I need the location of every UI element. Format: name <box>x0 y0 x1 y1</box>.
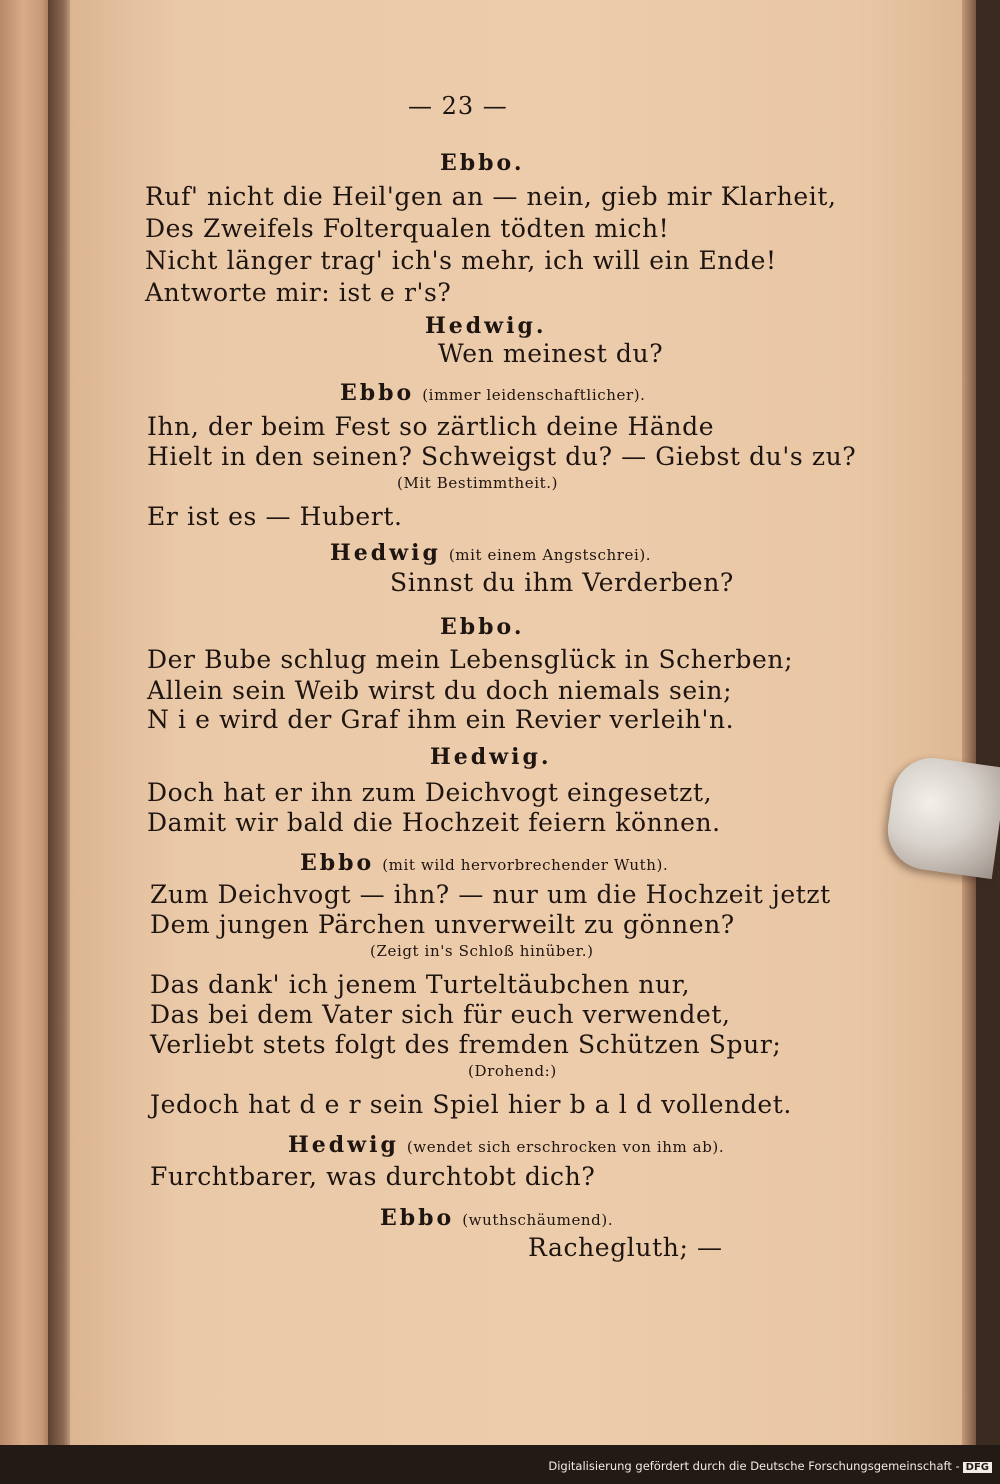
speaker-name <box>330 540 651 566</box>
verse-text: Ihn, der beim Fest so zärtlich deine Hände <box>147 412 715 441</box>
speaker-name <box>425 313 547 339</box>
direction-text: (Mit Bestimmtheit.) <box>397 474 559 492</box>
speaker-text: Hedwig. <box>425 313 547 339</box>
verse-line <box>390 568 734 597</box>
speaker-text: Hedwig <box>330 540 441 566</box>
speaker-name <box>440 150 524 176</box>
verse-text: Rachegluth; — <box>528 1233 723 1262</box>
verse-line <box>150 1030 781 1059</box>
speaker-text: Hedwig. <box>430 744 552 770</box>
stage-direction <box>370 942 594 960</box>
stage-direction: (mit einem Angstschrei). <box>448 546 652 564</box>
verse-text: Der Bube schlug mein Lebensglück in Scherben; <box>147 645 794 674</box>
verse-text: Das dank' ich jenem Turteltäubchen nur, <box>150 970 691 999</box>
page-number: — 23 — <box>408 92 508 120</box>
verse-text: Antworte mir: ist e r's? <box>145 278 452 307</box>
verse-line <box>150 1162 595 1191</box>
verse-line <box>147 778 712 807</box>
verse-text: Zum Deichvogt — ihn? — nur um die Hochzeit jetzt <box>150 880 831 909</box>
verse-line <box>147 705 734 734</box>
speaker-text: Ebbo <box>340 380 415 406</box>
speaker-name <box>430 744 552 770</box>
stage-direction: (immer leidenschaftlicher). <box>422 386 646 404</box>
verse-line <box>145 214 669 243</box>
verse-line <box>145 246 777 275</box>
stage-direction: (wendet sich erschrocken von ihm ab). <box>406 1138 725 1156</box>
verse-line <box>147 676 732 705</box>
verse-text: Furchtbarer, was durchtobt dich? <box>150 1162 596 1191</box>
verse-text: Er ist es — Hubert. <box>147 502 403 531</box>
verse-line <box>150 910 735 939</box>
speaker-text: Ebbo <box>380 1205 455 1231</box>
verse-line <box>150 970 690 999</box>
verse-line <box>147 645 793 674</box>
speaker-name <box>440 614 524 640</box>
speaker-name <box>300 850 668 876</box>
verse-text: N i e wird der Graf ihm ein Revier verleih'n. <box>147 705 735 734</box>
verse-text: Sinnst du ihm Verderben? <box>390 568 734 597</box>
stage-direction <box>397 474 558 492</box>
speaker-name <box>340 380 646 406</box>
verse-line <box>147 412 714 441</box>
verse-text: Hielt in den seinen? Schweigst du? — Giebst du's zu? <box>147 442 857 471</box>
speaker-name <box>288 1132 724 1158</box>
stage-direction: (wuthschäumend). <box>462 1211 614 1229</box>
verse-text: Verliebt stets folgt des fremden Schützen Spur; <box>150 1030 782 1059</box>
verse-text: Dem jungen Pärchen unverweilt zu gönnen? <box>150 910 735 939</box>
speaker-text: Ebbo <box>300 850 375 876</box>
credit-text: Digitalisierung gefördert durch die Deutsche Forschungsgemeinschaft - <box>548 1459 960 1473</box>
direction-text: (Drohend:) <box>468 1062 557 1080</box>
verse-line <box>145 278 451 307</box>
verse-line <box>147 442 856 471</box>
verse-text: Damit wir bald die Hochzeit feiern können. <box>147 808 721 837</box>
verse-line <box>528 1233 723 1262</box>
verse-line <box>438 339 663 368</box>
digitization-credit <box>548 1459 992 1473</box>
verse-text: Ruf' nicht die Heil'gen an — nein, gieb mir Klarheit, <box>145 182 837 211</box>
direction-text: (Zeigt in's Schloß hinüber.) <box>370 942 594 960</box>
verse-text: Doch hat er ihn zum Deichvogt eingesetzt, <box>147 778 713 807</box>
verse-line <box>147 502 403 531</box>
verse-text: Des Zweifels Folterqualen tödten mich! <box>145 214 670 243</box>
speaker-text: Ebbo. <box>440 150 525 176</box>
verse-line <box>145 182 837 211</box>
verse-text: Wen meinest du? <box>438 339 664 368</box>
verse-line <box>147 808 721 837</box>
verse-text: Das bei dem Vater sich für euch verwendet, <box>150 1000 731 1029</box>
stage-direction <box>468 1062 557 1080</box>
verse-line <box>150 1090 792 1119</box>
speaker-text: Hedwig <box>288 1132 399 1158</box>
verse-line <box>150 1000 731 1029</box>
verse-text: Jedoch hat d e r sein Spiel hier b a l d vollendet. <box>150 1090 792 1119</box>
verse-line <box>150 880 831 909</box>
speaker-text: Ebbo. <box>440 614 525 640</box>
verse-text: Allein sein Weib wirst du doch niemals sein; <box>147 676 733 705</box>
stage-direction: (mit wild hervorbrechender Wuth). <box>382 856 669 874</box>
speaker-name <box>380 1205 613 1231</box>
verse-text: Nicht länger trag' ich's mehr, ich will ein Ende! <box>145 246 777 275</box>
dfg-logo: DFG <box>963 1462 992 1473</box>
